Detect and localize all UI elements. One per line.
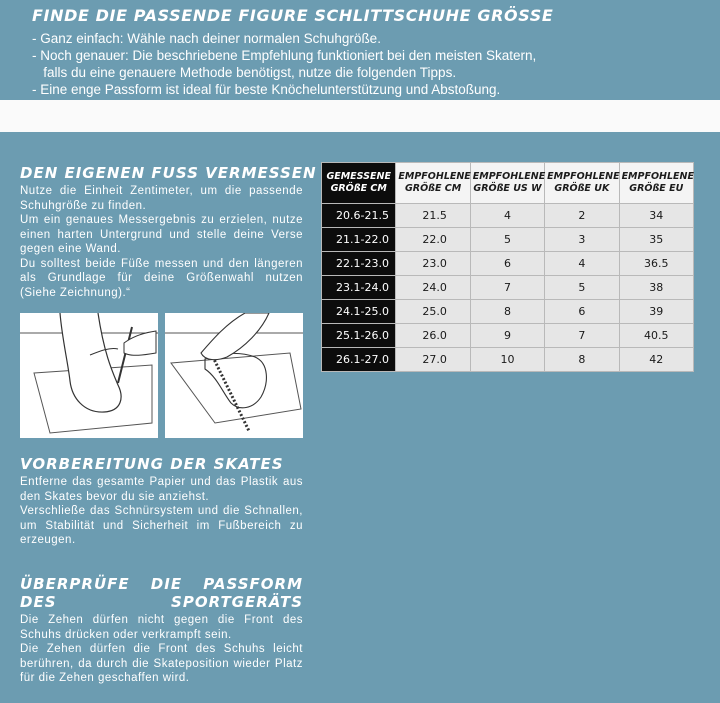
cell-cm: 24.0 xyxy=(396,276,470,300)
cell-us: 8 xyxy=(470,300,544,324)
cell-us: 10 xyxy=(470,348,544,372)
table-row xyxy=(322,348,694,372)
header-recommended-us-w: EMPFOHLENE GRÖßE US W xyxy=(470,163,544,204)
cell-measured: 21.1-22.0 xyxy=(322,228,396,252)
table-header-row xyxy=(322,163,694,204)
intro-list xyxy=(32,30,536,98)
measure-title: DEN EIGENEN FUSS VERMESSEN xyxy=(20,164,317,182)
cell-cm: 25.0 xyxy=(396,300,470,324)
cell-cm: 21.5 xyxy=(396,204,470,228)
cell-us: 9 xyxy=(470,324,544,348)
cell-uk: 4 xyxy=(545,252,619,276)
fit-paragraph: Die Zehen dürfen die Front des Schuhs leicht berühren, da durch die Skateposition wieder Platz für die Zehen geschaffen wird. xyxy=(20,643,303,684)
cell-eu: 36.5 xyxy=(619,252,693,276)
cell-measured: 26.1-27.0 xyxy=(322,348,396,372)
fit-title: ÜBERPRÜFE DIE PASSFORM DES SPORTGERÄTS xyxy=(20,575,303,611)
fit-paragraph: Die Zehen dürfen nicht gegen die Front des Schuhs drücken oder verkrampft sein. xyxy=(20,614,303,641)
cell-cm: 26.0 xyxy=(396,324,470,348)
table-row xyxy=(322,228,694,252)
foot-tracing-illustration xyxy=(20,313,158,438)
prepare-text xyxy=(20,475,303,548)
header-recommended-eu: EMPFOHLENE GRÖßE EU xyxy=(619,163,693,204)
intro-bullet: - Ganz einfach: Wähle nach deiner normalen Schuhgröße. xyxy=(32,31,381,46)
cell-us: 7 xyxy=(470,276,544,300)
header-measured-cm: GEMESSENE GRÖßE CM xyxy=(322,163,396,204)
cell-eu: 38 xyxy=(619,276,693,300)
intro-bullet: - Eine enge Passform ist ideal für beste Knöchelunterstützung und Abstoßung. xyxy=(32,82,501,97)
cell-us: 4 xyxy=(470,204,544,228)
cell-measured: 20.6-21.5 xyxy=(322,204,396,228)
cell-uk: 7 xyxy=(545,324,619,348)
foot-pencil-sketch xyxy=(20,313,158,438)
measure-text xyxy=(20,184,303,300)
white-divider-band xyxy=(0,100,720,132)
intro-title: FINDE DIE PASSENDE FIGURE SCHLITTSCHUHE GRÖSSE xyxy=(32,6,554,25)
cell-eu: 35 xyxy=(619,228,693,252)
intro-bullet: - Noch genauer: Die beschriebene Empfehlung funktioniert bei den meisten Skatern, falls du eine genauere Methode benötigst, nutze die folgenden Tipps. xyxy=(32,48,537,80)
cell-eu: 39 xyxy=(619,300,693,324)
cell-us: 5 xyxy=(470,228,544,252)
header-recommended-cm: EMPFOHLENE GRÖßE CM xyxy=(396,163,470,204)
table-row xyxy=(322,324,694,348)
intro-panel xyxy=(18,0,698,101)
table-row xyxy=(322,300,694,324)
cell-eu: 34 xyxy=(619,204,693,228)
prepare-paragraph: Entferne das gesamte Papier und das Plastik aus den Skates bevor du sie anziehst. xyxy=(20,476,303,503)
foot-measuring-illustration xyxy=(165,313,303,438)
prepare-paragraph: Verschließe das Schnürsystem und die Schnallen, um Stabilität und Sicherheit im Fußbereich zu erzeugen. xyxy=(20,505,303,546)
cell-cm: 23.0 xyxy=(396,252,470,276)
header-recommended-uk: EMPFOHLENE GRÖßE UK xyxy=(545,163,619,204)
prepare-title: VORBEREITUNG DER SKATES xyxy=(20,455,284,473)
cell-uk: 5 xyxy=(545,276,619,300)
cell-eu: 40.5 xyxy=(619,324,693,348)
cell-measured: 22.1-23.0 xyxy=(322,252,396,276)
cell-uk: 2 xyxy=(545,204,619,228)
measure-paragraph: Um ein genaues Messergebnis zu erzielen, nutze einen harten Untergrund und stelle deine Verse gegen eine Wand. xyxy=(20,214,303,255)
cell-measured: 24.1-25.0 xyxy=(322,300,396,324)
cell-measured: 23.1-24.0 xyxy=(322,276,396,300)
cell-uk: 6 xyxy=(545,300,619,324)
cell-cm: 22.0 xyxy=(396,228,470,252)
cell-uk: 3 xyxy=(545,228,619,252)
cell-eu: 42 xyxy=(619,348,693,372)
cell-us: 6 xyxy=(470,252,544,276)
table-row xyxy=(322,204,694,228)
size-chart-table xyxy=(321,162,694,372)
cell-uk: 8 xyxy=(545,348,619,372)
cell-cm: 27.0 xyxy=(396,348,470,372)
table-row xyxy=(322,276,694,300)
table-row xyxy=(322,252,694,276)
measure-paragraph: Nutze die Einheit Zentimeter, um die passende Schuhgröße zu finden. xyxy=(20,185,303,212)
foot-ruler-sketch xyxy=(165,313,303,438)
cell-measured: 25.1-26.0 xyxy=(322,324,396,348)
measure-paragraph: Du solltest beide Füße messen und den längeren als Grundlage für deine Größenwahl nutzen (Siehe Zeichnung).“ xyxy=(20,257,303,299)
fit-text xyxy=(20,613,303,686)
